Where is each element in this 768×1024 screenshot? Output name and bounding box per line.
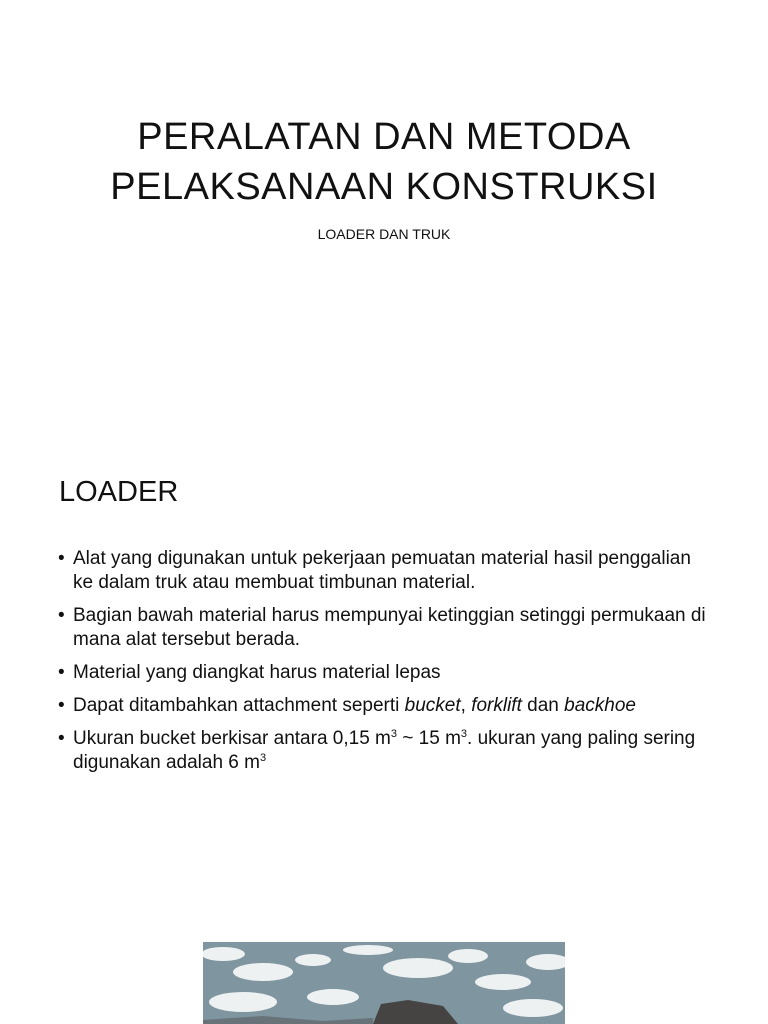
- bullet-text-part: Dapat ditambahkan attachment seperti: [73, 695, 405, 716]
- bullet-item: [58, 604, 708, 652]
- bullet-marker: •: [58, 662, 65, 683]
- bullet-text: Alat yang digunakan untuk pekerjaan pemuatan material hasil penggalian ke dalam truk atau membuat timbunan material.: [73, 548, 691, 593]
- superscript: 3: [259, 752, 267, 764]
- bullet-italic-term: backhoe: [564, 695, 636, 716]
- bullet-text-part: . ukuran yang paling sering digunakan adalah 6 m: [73, 728, 696, 773]
- slide-subtitle: LOADER DAN TRUK: [317, 226, 451, 242]
- bullet-item: [58, 547, 708, 595]
- superscript: 3: [460, 728, 468, 740]
- bullet-item: [58, 727, 708, 775]
- bullet-italic-term: forklift: [471, 695, 522, 716]
- title-line-1: PERALATAN DAN METODA: [137, 116, 631, 158]
- bullet-text: Material yang diangkat harus material lepas: [73, 662, 441, 683]
- content-slide: [0, 432, 768, 864]
- superscript: 3: [390, 728, 398, 740]
- title-block: [0, 112, 768, 242]
- bullet-text-part: Ukuran bucket berkisar antara 0,15 m: [73, 728, 391, 749]
- bullet-text-part: ~ 15 m: [397, 728, 461, 749]
- bullet-italic-term: bucket: [404, 695, 461, 716]
- section-heading: LOADER: [59, 476, 179, 508]
- bullet-marker: •: [58, 548, 65, 569]
- bullet-list: [58, 547, 708, 784]
- bullet-text: Bagian bawah material harus mempunyai ketinggian setinggi permukaan di mana alat tersebut berada.: [73, 605, 706, 650]
- bullet-marker: •: [58, 695, 65, 716]
- sky-photo-image: [203, 942, 565, 1024]
- bullet-marker: •: [58, 605, 65, 626]
- loader-photo: [203, 942, 565, 1024]
- title-slide: [0, 0, 768, 432]
- bullet-marker: •: [58, 728, 65, 749]
- title-line-2: PELAKSANAAN KONSTRUKSI: [110, 166, 658, 208]
- bullet-text-part: dan: [521, 695, 565, 716]
- slide-title: [0, 112, 768, 212]
- bullet-item: [58, 661, 708, 685]
- bullet-text-part: ,: [460, 695, 472, 716]
- bullet-item: [58, 694, 708, 718]
